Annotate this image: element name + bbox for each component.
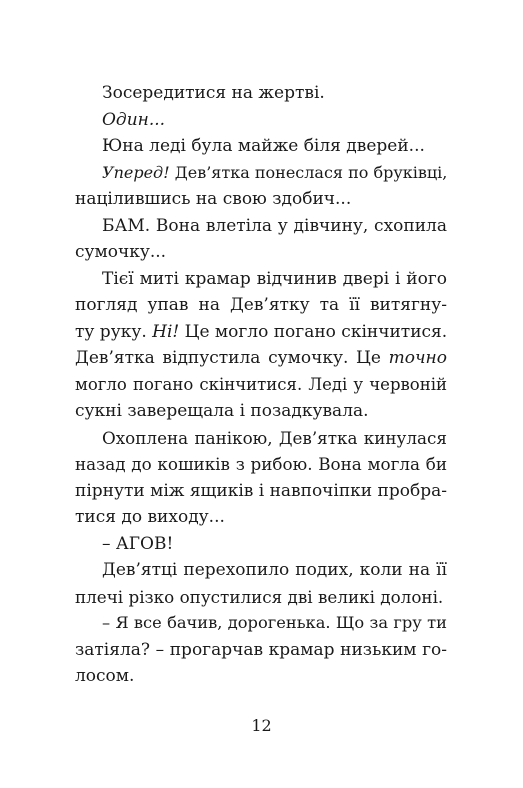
text-segment: Дев’ятка понеслася по бруківці, (169, 162, 448, 182)
text-segment: затіяла? – прогарчав крамар низьким го- (75, 639, 447, 660)
text-line (102, 213, 447, 240)
text-segment: тися до виходу... (75, 507, 225, 527)
text-segment: лосом. (75, 666, 135, 686)
text-line (75, 372, 447, 399)
text-segment: – Я все бачив, дорогенька. Що за гру ти (102, 613, 447, 632)
text-segment: Охоплена панікою, Дев’ятка кинулася (102, 427, 447, 448)
text-segment: сумочку... (75, 242, 167, 262)
text-line (102, 133, 447, 160)
text-line (75, 345, 447, 372)
text-line (75, 504, 447, 531)
text-line (75, 478, 447, 505)
text-line (102, 160, 447, 187)
text-line (75, 584, 447, 611)
text-line (75, 239, 447, 266)
text-line (102, 425, 447, 452)
text-segment: Тієї миті крамар відчинив двері і його (102, 268, 447, 289)
text-segment: націлившись на свою здобич... (75, 189, 352, 209)
text-segment: пірнути між ящиків і навпочіпки пробра- (75, 480, 447, 501)
text-segment: погляд упав на Дев’ятку та її витягну- (75, 295, 447, 315)
text-segment: ту руку. (75, 321, 153, 342)
text-line (102, 557, 447, 584)
text-line (102, 107, 447, 134)
text-segment: Дев’ятка відпустила сумочку. Це (75, 348, 389, 368)
emphasis-text: Один... (102, 109, 166, 130)
text-segment: назад до кошиків з рибою. Вона могла би (75, 454, 447, 474)
text-segment: плечі різко опустилися дві великі долоні. (75, 586, 444, 607)
text-line (102, 80, 447, 107)
text-line (75, 451, 447, 478)
body-text (75, 80, 448, 690)
text-segment: могло погано скінчитися. Леді у червоній (75, 374, 447, 394)
text-segment: Юна леді була майже біля дверей... (102, 136, 425, 156)
emphasis-text: Уперед! (102, 162, 170, 182)
text-segment: сукні заверещала і позадкувала. (75, 401, 369, 421)
text-line (75, 663, 447, 690)
text-line (102, 531, 447, 558)
text-line (75, 186, 447, 213)
text-segment: – АГОВ! (102, 533, 174, 554)
text-segment: Зосередитися на жертві. (102, 83, 325, 103)
text-line (102, 266, 447, 293)
text-line (75, 292, 447, 319)
text-line (75, 637, 447, 664)
text-line (102, 610, 447, 637)
page-number: 12 (251, 716, 272, 735)
text-segment: БАМ. Вона влетіла у дівчину, схопила (102, 215, 447, 236)
text-segment: Дев’ятці перехопило подих, коли на її (102, 560, 447, 580)
text-line (75, 398, 447, 425)
emphasis-text: Ні! (152, 321, 180, 342)
text-segment: Це могло погано скінчитися. (179, 321, 448, 342)
emphasis-text: точно (388, 348, 447, 368)
text-line (75, 319, 447, 346)
